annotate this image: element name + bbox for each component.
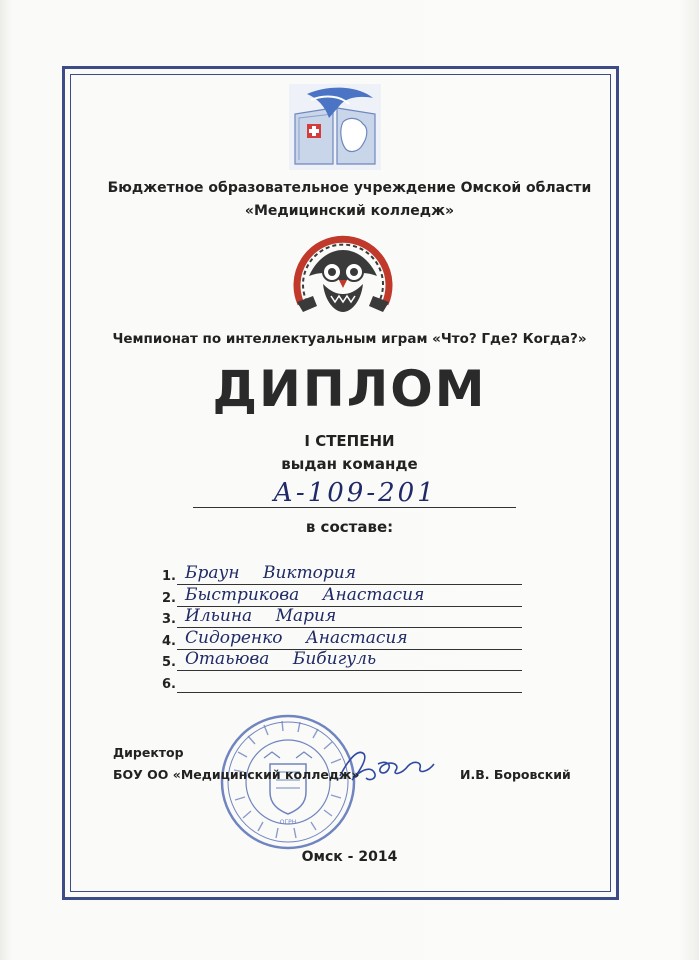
issued-to-label: выдан команде <box>281 455 418 473</box>
composition-label: в составе: <box>305 518 394 536</box>
member-row <box>160 673 530 695</box>
member-name: Быстрикова Анастасия <box>185 584 425 605</box>
championship-title: Чемпионат по интеллектуальным играм «Что? Где? Когда?» <box>112 331 587 347</box>
member-row <box>160 627 530 652</box>
member-number: 1. <box>162 569 176 584</box>
member-name: Сидоренко Анастасия <box>185 627 408 648</box>
degree-label: I СТЕПЕНИ <box>304 432 395 450</box>
member-row <box>160 651 530 673</box>
member-number: 5. <box>162 655 176 670</box>
member-row <box>160 565 530 587</box>
director-signature-icon <box>330 740 450 790</box>
member-line <box>177 670 522 671</box>
member-name: Ильина Мария <box>185 606 337 626</box>
member-row <box>160 584 530 609</box>
diploma-title: ДИПЛОМ <box>212 360 487 418</box>
member-number: 4. <box>162 633 176 649</box>
city-year: Омск - 2014 <box>301 849 398 865</box>
member-row <box>160 608 530 630</box>
organization-line-2: «Медицинский колледж» <box>244 203 455 219</box>
team-name-handwritten: А-109-201 <box>273 478 437 508</box>
owl-emblem-icon <box>287 232 399 322</box>
members-list <box>160 565 530 694</box>
member-name: Браун Виктория <box>185 563 357 583</box>
member-line <box>177 692 522 693</box>
svg-text:ОГРН: ОГРН <box>279 819 297 826</box>
signatory-organization: БОУ ОО «Медицинский колледж» <box>113 767 360 782</box>
organization-line-1: Бюджетное образовательное учреждение Омской области <box>107 180 592 196</box>
member-number: 6. <box>162 676 176 692</box>
member-number: 3. <box>162 612 176 627</box>
member-number: 2. <box>162 590 176 606</box>
signatory-name: И.В. Боровский <box>460 767 571 782</box>
member-name: Отаьюва Бибигуль <box>185 649 377 669</box>
signatory-position: Директор <box>113 745 184 760</box>
college-logo-icon <box>289 84 381 170</box>
team-name-line <box>193 507 516 508</box>
